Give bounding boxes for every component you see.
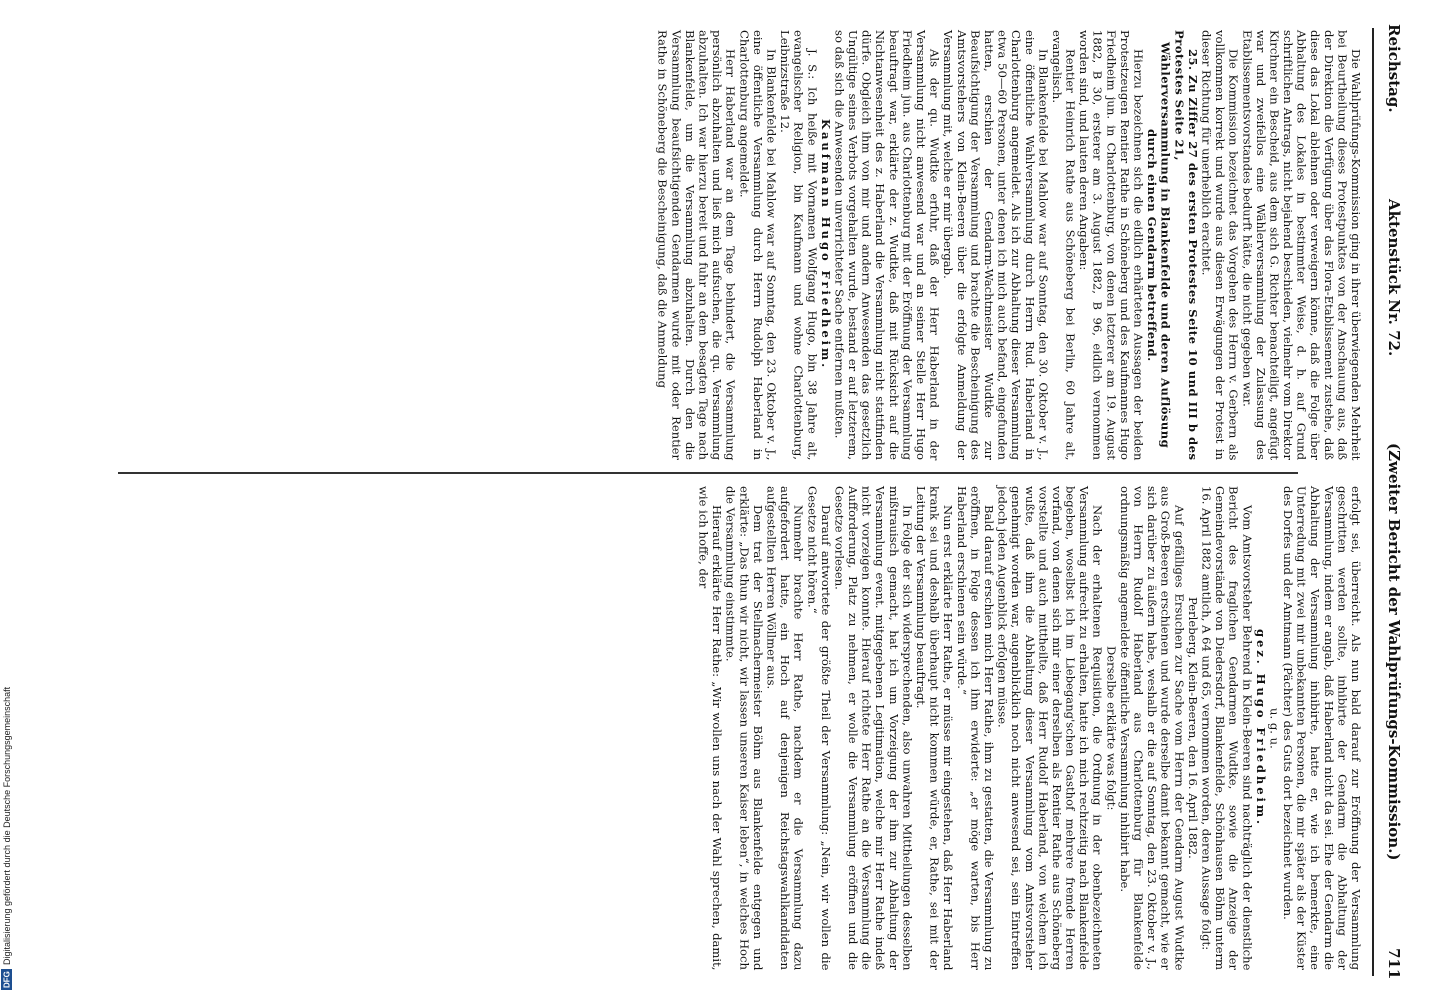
signature-note: u. g. u. — [1267, 707, 1282, 749]
paragraph: Nach der erhaltenen Requisition, die Ordnung in der obenbezeichneten Versammlung aufrecht zu erhalten, hatte ich mich rechtzeitig nach Blankenfelde begeben, woselbst ich im Liebegang'schen Gasthof mehrere fremde Herren vorfand, von denen sich mir einer derselben als Rentier Rathe aus Schöneberg vorstellte und auch mittheilte, daß Herr Rudolf Haberland, von welchem ich wußte, daß ihm die Abhaltung dieser Versammlung vom Amtsvorsteher genehmigt worden war, augenblicklich noch nicht anwesend sei, sein Eintreffen jedoch jeden Augenblick erfolgen müsse. — [995, 486, 1105, 970]
lower-column — [118, 486, 1362, 970]
paragraph: Hierzu bezeichnen sich die eidlich erhärteten Aussagen der beiden Protestzeugen Rentier Rathe in Schöneberg und des Kaufmannes Hugo Friedheim jun. in Charlottenburg, von denen letzterer am 19. August 1882, B 30, ersterer am 3. August 1882, B 96, eidlich vernommen worden sind, und lauten deren Angaben: — [1077, 30, 1146, 460]
running-head-center-2: (Zweiter Bericht der Wahlprüfungs-Kommission.) — [1385, 443, 1403, 861]
page-number: 711 — [1385, 947, 1403, 979]
paragraph: Dem trat der Stellmachermeister Böhm aus Blankenfelde entgegen und erklärte: „Das thun wir nicht, wir lassen unseren Kaiser leben“, in welches Hoch die Versammlung einstimmte. — [723, 486, 765, 970]
paragraph: Darauf antwortete der größte Theil der Versammlung: „Nein, wir wollen die Gesetze nicht hören.“ — [805, 486, 833, 970]
paragraph: In Blankenfelde bei Mahlow war auf Sonntag, den 30. Oktober v. J., eine öffentliche Wahlversammlung durch Herrn Rud. Haberland in Charlottenburg angemeldet. Als ich zur Abhaltung dieser Versammlung etwa 50—60 Personen, unter denen ich mich auch befand, eingefunden hatten, erschien der Gendarm-Wachtmeister Wudtke zur Beaufsichtigung der Versammlung und brachte die Bescheinigung des Amtsvorstehers von Klein-Beeren über die erfolgte Anmeldung der Versammlung mit, welche er mir übergab. — [941, 30, 1051, 460]
paragraph: Die Wahlprüfungs-Kommission ging in ihrer überwiegenden Mehrheit bei Beurtheilung dieses Protestpunktes von der Anschauung aus, daß der Direktion die Verfügung über das Flora-Etablissement zustehe, daß diese das Lokal ablehnen oder verweigern könne, daß die Folge über Abhaltung des Lokales in bestimmter Weise, d. h. auf Grund schriftlichen Antrags, nicht bejahend beschieden, vielmehr vom Direktor Kirchner ein Bescheid, aus dem sich G. Richter benachteiligt, angefügt war und zweifellos eine Wählerversammlung der Zulassung des Etablissementsvorstandes bedurft hätte, die nicht gegeben war. — [1240, 30, 1363, 460]
paragraph: Bald darauf erschien mich Herr Rathe, ihm zu gestatten, die Versammlung zu eröffnen, in Folge dessen ich ihm erwiderte: „er möge warten, bis Herr Haberland erschienen sein würde.“ — [954, 486, 996, 970]
upper-column — [118, 30, 1362, 460]
paragraph: Auf gefälliges Ersuchen zur Sache vom Herrn der Gendarm August Wudtke aus Groß-Beeren erschienen und wurde derselbe damit bekannt gemacht, wie er sich darüber zu äußern habe, weshalb er die auf Sonntag, den 23. Oktober v. J., von Herrn Rudolf Haberland aus Charlottenburg für Blankenfelde ordnungsmäßig angemeldete öffentliche Versammlung inhibirt habe. — [1117, 486, 1187, 970]
column-divider — [118, 472, 1298, 474]
paragraph: Hierauf erklärte Herr Rathe: „Wir wollen uns nach der Wahl sprechen, damit, wie ich hoffe, der — [696, 486, 725, 970]
credit-text: Digitalisierung gefördert durch die Deutsche Forschungsgemeinschaft — [2, 686, 12, 966]
running-head-left: Reichstag. — [1385, 24, 1403, 113]
witness-heading: Rentier Heinrich Rathe aus Schöneberg bei Berlin, 60 Jahre alt, evangelisch. — [1049, 30, 1078, 460]
paragraph: In Folge der sich widersprechenden, also unwahren Mittheilungen desselben mißtrauisch gemacht, hat ich um Vorzeigung der ihm zur Abhaltung der Versammlung event. mitgegebenen Legitimation, welche mir Herr Rathe indeß nicht vorzeigen konnte. Hierauf richtete Herr Rathe an die Versammlung die Aufforderung, Platz zu nehmen, er wolle die Versammlung eröffnen und die Gesetze vorlesen. — [832, 486, 915, 970]
paragraph: Vom Amtsvorsteher Behrend in Klein-Beeren sind nachträglich der dienstliche Bericht des fraglichen Gendarmen Wudtke, sowie die Anzeige der Gemeindevorstände von Diedersdorf, Blankenfelde, Schönhausen Böhm unterm 16. April 1882 amtlich, A 64 und 65, vernommen worden, deren Aussage folgt: — [1199, 486, 1255, 970]
section-subheading: Wählerversammlung in Blankenfelde und deren Auflösung durch einen Gendarm betreffend. — [1145, 41, 1173, 449]
dateline: Perleberg, Klein-Beeren, den 16. April 1882. — [1185, 597, 1200, 859]
running-head — [1382, 24, 1404, 979]
header-rule — [1372, 28, 1374, 976]
running-head-center: Aktenstück Nr. 72. — [1385, 199, 1403, 357]
statement-intro: Derselbe erklärte was folgt: — [1104, 645, 1119, 811]
digitization-credit — [0, 0, 14, 1000]
dfg-logo: DFG — [2, 971, 12, 988]
paragraph: Nun erst erklärte Herr Rathe, er müsse mir eingestehen, daß Herr Haberland krank sei und deshalb überhaupt nicht kommen würde, er, Rathe, sei mit der Leitung der Versammlung beauftragt. — [914, 486, 956, 970]
paragraph: Als der qu. Wudtke erfuhr, daß der Herr Haberland in der Versammlung nicht anwesend war und an seiner Stelle Herr Hugo Friedheim jun. aus Charlottenburg mit der Eröffnung der Versammlung beauftragt war, erklärte der z. Wudtke, daß mit Rücksicht auf die Nichtanwesenheit des z. Haberland die Versammlung nicht stattfinden dürfe. Obgleich ihm von mir und andern Anwesenden das gesetzlich Ungültige seines Verbots vorgehalten wurde, bestand er auf letzterem, so daß sich die Anwesenden unverrichteter Sache entfernen mußten. — [832, 30, 942, 460]
paragraph: Nunmehr brachte Herr Rathe, nachdem er die Versammlung dazu aufgefordert hatte, ein Hoch auf denjenigen Reichstagswahlkandidaten aufgestellten Herren Wöllmer aus. — [764, 486, 806, 970]
paragraph: J. S.: Ich heiße mit Vornamen Wolfgang Hugo, bin 38 Jahre alt, evangelischer Religion, bin Kaufmann und wohne Charlottenburg, Leibnizstraße 12. — [778, 30, 820, 460]
paragraph: erfolgt sei, überreicht. Als nun bald darauf zur Eröffnung der Versammlung geschritten werden sollte, inhibirte der Gendarm die Abhaltung der Versammlung, indem er angab, daß Haberland nicht da sei. Ehe der Gendarm die Abhaltung der Versammlung inhibirte, hatte er, wie ich bemerkte, eine Unterredung mit zwei mir unbekannten Personen, die mir später als der Küster des Dorfes und der Amtmann (Pächter) des Guts dort bezeichnet wurden. — [1281, 486, 1363, 970]
signature: gez. Hugo Friedheim. — [1253, 629, 1268, 827]
witness-name: Kaufmann Hugo Friedheim. — [818, 119, 833, 371]
paragraph: Herr Haberland war an dem Tage behindert, die Versammlung persönlich abzuhalten und ließ mich aufsuchen, die qu. Versammlung abzuhalten. Ich war hierzu bereit und fuhr an dem besagten Tage nach Blankenfelde, um die Versammlung abzuhalten. Durch den die Versammlung beaufsichtigenden Gendarmen wurde mit oder Rentier Rathe in Schöneberg die Bescheinigung, daß die Anmeldung — [655, 30, 738, 460]
paragraph: In Blankenfelde bei Mahlow war auf Sonntag, den 23. Oktober v. J., eine öffentliche Versammlung durch Herrn Rudolph Haberland in Charlottenburg angemeldet. — [737, 30, 779, 460]
section-heading: 25. Zu Ziffer 27 des ersten Protestes Seite 10 und III b des Protestes Seite 21, — [1172, 30, 1200, 460]
paragraph: Die Kommission bezeichnet das Vorgehen des Herrn v. Gerbern als vollkommen korrekt und wurde aus diesen Erwägungen der Protest in dieser Richtung für unerheblich erachtet. — [1199, 30, 1241, 460]
